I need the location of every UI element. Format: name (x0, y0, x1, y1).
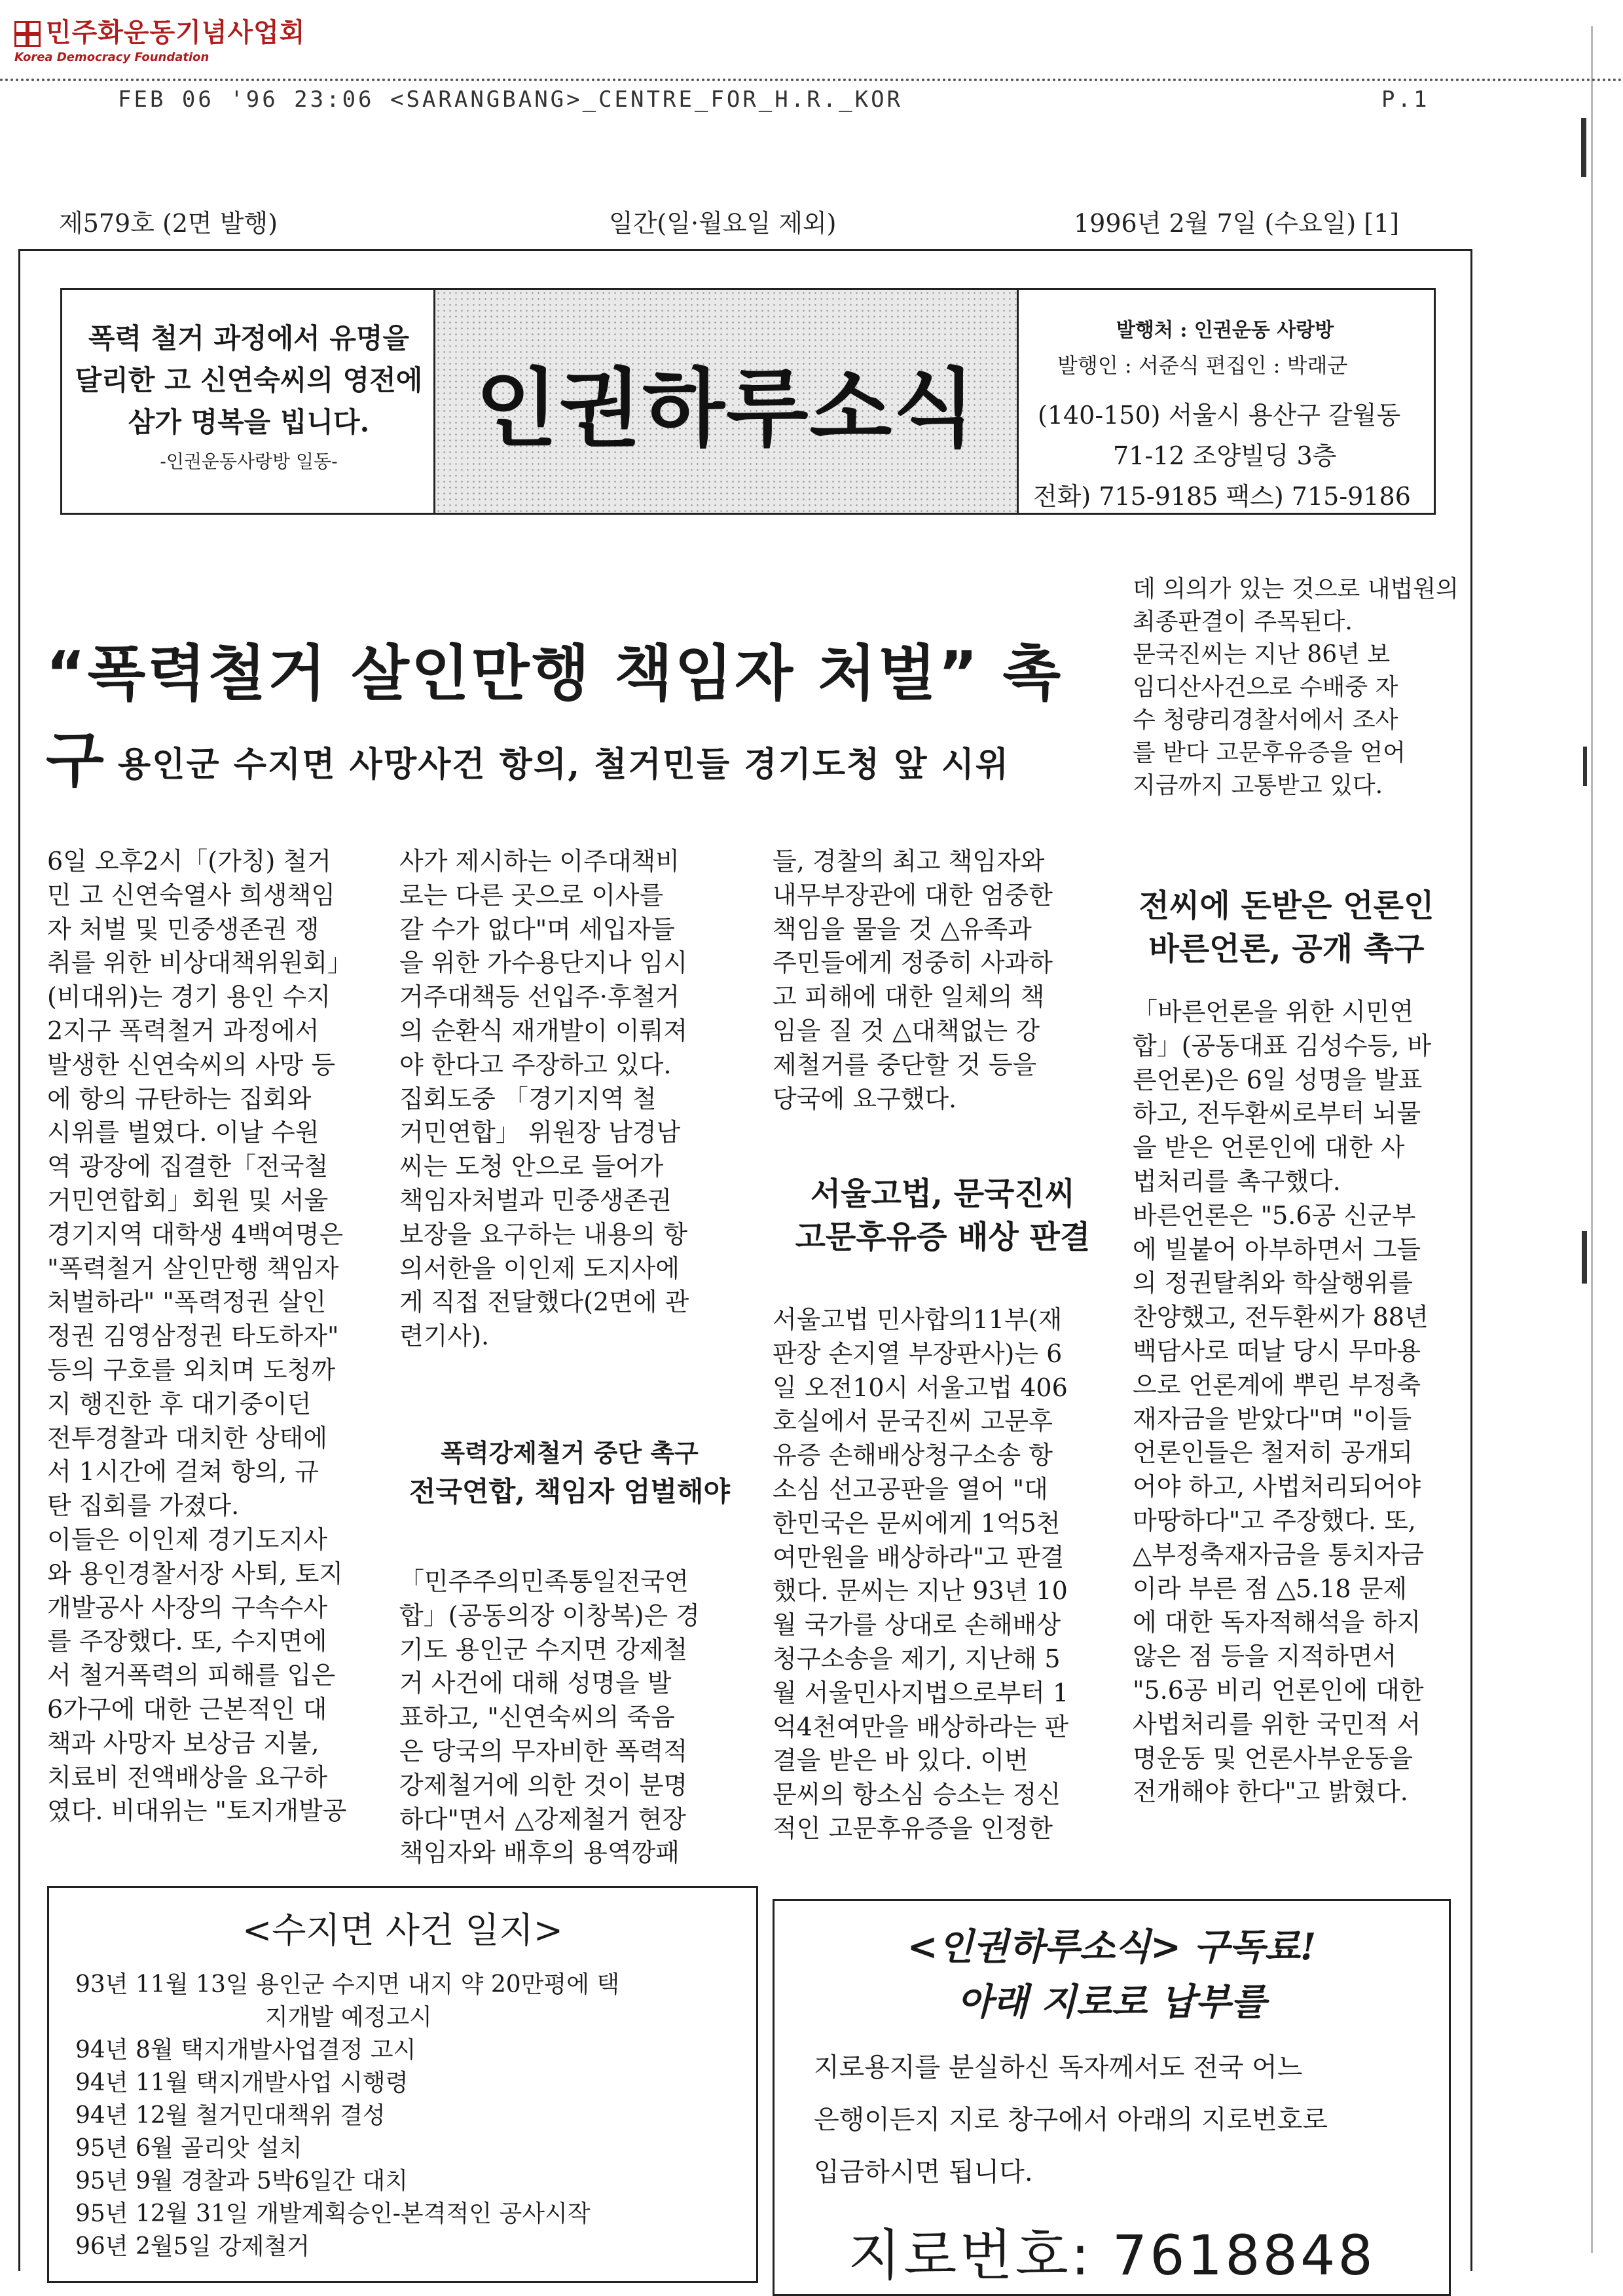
article-heading-line: 폭력강제철거 중단 촉구 (441, 1438, 699, 1468)
text-line: 기도 용인군 수지면 강제철 (399, 1635, 688, 1664)
text-line: 제철거를 중단할 것 등을 (773, 1050, 1037, 1079)
article-heading-line: 전국연합, 책임자 엄벌해야 (409, 1475, 731, 1508)
column-2-article-heading (399, 1434, 740, 1511)
text-line: 을 받은 언론인에 대한 사 (1133, 1133, 1405, 1162)
text-line: 책임자와 배후의 용역깡패 (399, 1838, 680, 1868)
text-line: 갈 수가 없다"며 세입자들 (399, 914, 675, 944)
text-line: 책임을 물을 것 △유족과 (773, 914, 1032, 944)
text-line: 를 주장했다. 또, 수지면에 (47, 1627, 327, 1656)
publisher-contact: 전화) 715-9185 팩스) 715-9186 (1033, 482, 1411, 511)
text-line: 거민연합회」회원 및 서울 (47, 1185, 329, 1215)
column-3 (773, 845, 1053, 1116)
timeline-item: 94년 8월 택지개발사업결정 고시 (75, 2037, 416, 2064)
text-line: 하다"면서 △강제철거 현장 (399, 1804, 686, 1834)
text-line: 임을 질 것 △대책없는 강 (773, 1016, 1040, 1045)
text-line: 씨는 도청 안으로 들어가 (399, 1152, 664, 1181)
text-line: 와 용인경찰서장 사퇴, 토지 (47, 1559, 344, 1588)
text-line: 재자금을 받았다"며 "이들 (1133, 1404, 1412, 1434)
main-headline: “폭력철거 살인만행 책임자 처벌” 촉구 (46, 639, 1063, 795)
text-line: 적인 고문후유증을 인정한 (773, 1813, 1053, 1843)
text-line: 월 국가를 상대로 손해배상 (773, 1610, 1061, 1640)
publisher-people: 발행인 : 서준식 편집인 : 박래군 (1057, 353, 1348, 378)
text-line: 사법처리를 위한 국민적 서 (1133, 1709, 1421, 1739)
scan-edge-mark (1581, 118, 1586, 177)
text-line: 수 청량리경찰서에서 조사 (1133, 707, 1398, 733)
text-line: 결을 받은 바 있다. 이번 (773, 1746, 1029, 1775)
subscription-line: 은행이든지 지로 창구에서 아래의 지로번호로 (814, 2105, 1328, 2135)
text-line: 않은 점 등을 지적하면서 (1133, 1642, 1397, 1671)
text-line: 유증 손해배상청구소송 항 (773, 1441, 1053, 1470)
text-line: 책임자처벌과 민중생존권 (399, 1185, 672, 1215)
text-line: 보장을 요구하는 내용의 항 (399, 1219, 688, 1249)
timeline-item: 95년 6월 골리앗 설치 (75, 2135, 302, 2162)
article-heading-line: 고문후유증 배상 판결 (795, 1219, 1091, 1255)
notice-line: 달리한 고 신연숙씨의 영전에 (75, 364, 423, 396)
notice-signature: -인권운동사랑방 일동- (160, 451, 338, 472)
text-line: 소심 선고공판을 열어 "대 (773, 1474, 1048, 1504)
subscription-line: 지로용지를 분실하신 독자께서도 전국 어느 (814, 2052, 1303, 2083)
text-line: 합」(공동대표 김성수등, 바 (1133, 1031, 1432, 1060)
watermark-org-english: Korea Democracy Foundation (14, 50, 210, 64)
column-1 (47, 845, 352, 1828)
text-line: 백담사로 떠날 당시 무마용 (1133, 1336, 1421, 1365)
text-line: 바른언론은 "5.6공 신군부 (1133, 1200, 1416, 1230)
notice-line: 삼가 명복을 빕니다. (128, 406, 370, 438)
text-line: 판장 손지열 부장판사)는 6 (773, 1339, 1063, 1368)
fax-page-number: P.1 (1381, 86, 1430, 113)
text-line: 이들은 이인제 경기도지사 (47, 1525, 327, 1554)
text-line: 억4천여만을 배상하라는 판 (773, 1712, 1069, 1741)
text-line: 청구소송을 제기, 지난해 5 (773, 1644, 1061, 1673)
text-line: 들, 경찰의 최고 책임자와 (773, 847, 1045, 876)
text-line: 역 광장에 집결한「전국철 (47, 1152, 329, 1181)
issue-number: 제579호 (2면 발행) (59, 209, 278, 238)
column-3-lower (773, 1303, 1068, 1846)
text-line: 내무부장관에 대한 엄중한 (773, 880, 1053, 910)
text-line: 경기지역 대학생 4백여명은 (47, 1219, 344, 1249)
text-line: 처벌하라" "폭력정권 살인 (47, 1287, 327, 1317)
text-line: 데 의의가 있는 것으로 내법원의 (1133, 576, 1459, 602)
fax-header: FEB 06 '96 23:06 <SARANGBANG>_CENTRE_FOR_H.R._KOR (118, 86, 903, 113)
condolence-notice (60, 288, 437, 515)
text-line: 지금까지 고통받고 있다. (1133, 772, 1383, 799)
text-line: 서 철거폭력의 피해를 입은 (47, 1661, 336, 1690)
text-line: 른언론)은 6일 성명을 발표 (1133, 1065, 1423, 1094)
text-line: 한민국은 문씨에게 1억5천 (773, 1508, 1061, 1538)
timeline-title: <수지면 사건 일지> (242, 1910, 563, 1951)
text-line: 게 직접 전달했다(2면에 관 (399, 1287, 689, 1317)
text-line: 마땅하다"고 주장했다. 또, (1133, 1506, 1416, 1535)
subscription-box (773, 1899, 1451, 2296)
text-line: 6일 오후2시「(가칭) 철거 (47, 847, 331, 876)
text-line: 당국에 요구했다. (773, 1084, 957, 1113)
text-line: 표하고, "신연숙씨의 죽음 (399, 1703, 675, 1732)
timeline-item: 95년 9월 경찰과 5박6일간 대치 (75, 2168, 409, 2194)
column-4-article-heading (1133, 884, 1440, 971)
article-heading-line: 서울고법, 문국진씨 (810, 1176, 1076, 1212)
publisher-info (1015, 288, 1436, 515)
watermark-org-ko-text: 민주화운동기념사업회 (46, 18, 306, 48)
scan-edge-mark (1582, 1231, 1587, 1284)
text-line: 등의 구호를 외치며 도청까 (47, 1355, 336, 1384)
text-line: 전개해야 한다"고 밝혔다. (1133, 1777, 1408, 1807)
text-line: 주민들에게 정중히 사과하 (773, 948, 1053, 978)
text-line: 탄 집회를 가졌다. (47, 1491, 240, 1521)
timeline-item: 96년 2월5일 강제철거 (75, 2233, 310, 2260)
fax-divider (0, 79, 1623, 81)
sub-headline: 용인군 수지면 사망사건 항의, 철거민들 경기도청 앞 시위 (118, 745, 1010, 785)
text-line: 의 정권탈취와 학살행위를 (1133, 1268, 1413, 1298)
text-line: 문국진씨는 지난 86년 보 (1133, 641, 1391, 668)
text-line: 거민연합」 위원장 남경남 (399, 1118, 681, 1147)
text-line: 「민주주의민족통일전국연 (399, 1567, 689, 1596)
text-line: 련기사). (399, 1322, 490, 1351)
column-3-article-heading (773, 1172, 1113, 1259)
text-line: 의 순환식 재개발이 이뤄져 (399, 1016, 688, 1045)
text-line: 를 받다 고문후유증을 얻어 (1133, 739, 1406, 766)
text-line: 취를 위한 비상대책위원회」 (47, 948, 352, 978)
text-line: 지 행진한 후 대기중이던 (47, 1389, 312, 1418)
text-line: 정권 김영삼정권 타도하자" (47, 1322, 339, 1351)
text-line: 은 당국의 무자비한 폭력적 (399, 1736, 688, 1766)
text-line: 민 고 신연숙열사 희생책임 (47, 880, 336, 910)
text-line: 합」(공동의장 이창복)은 경 (399, 1601, 700, 1630)
text-line: 서 1시간에 걸쳐 항의, 규 (47, 1457, 319, 1487)
text-line: 월 서울민사지법으로부터 1 (773, 1678, 1069, 1707)
watermark-org-korean (14, 12, 305, 49)
text-line: 책과 사망자 보상금 지불, (47, 1728, 319, 1758)
incident-timeline-box (47, 1886, 758, 2283)
publisher-address-1: (140-150) 서울시 용산구 갈월동 (1038, 401, 1401, 430)
publication-frequency: 일간(일·월요일 제외) (609, 209, 837, 238)
scan-edge-mark (1583, 747, 1587, 786)
text-line: 여만원을 배상하라"고 판결 (773, 1542, 1065, 1572)
text-line: 로는 다른 곳으로 이사를 (399, 880, 664, 910)
text-line: 야 한다고 주장하고 있다. (399, 1050, 672, 1079)
text-line: 이라 부른 점 △5.18 문제 (1133, 1574, 1408, 1603)
text-line: 에 대한 독자적해석을 하지 (1133, 1608, 1421, 1637)
text-line: 했다. 문씨는 지난 93년 10 (773, 1576, 1068, 1606)
timeline-item: 94년 12월 철거민대책위 결성 (75, 2102, 386, 2129)
text-line: "5.6공 비리 언론인에 대한 (1133, 1675, 1424, 1705)
timeline-item: 95년 12월 31일 개발계획승인-본격적인 공사시작 (75, 2200, 591, 2227)
column-4 (1133, 995, 1431, 1809)
text-line: 의서한을 이인제 도지사에 (399, 1253, 680, 1283)
text-line: 법처리를 촉구했다. (1133, 1166, 1341, 1196)
text-line: 2지구 폭력철거 과정에서 (47, 1016, 319, 1045)
subscription-body (775, 2041, 1449, 2198)
foundation-logo-icon (14, 21, 41, 47)
text-line: 6가구에 대한 근본적인 대 (47, 1694, 327, 1724)
text-line: 문씨의 항소심 승소는 정신 (773, 1780, 1061, 1809)
text-line: 일 오전10시 서울고법 406 (773, 1373, 1068, 1402)
foundation-watermark (14, 12, 305, 64)
subscription-subtitle: 아래 지로로 납부를 (957, 1980, 1266, 2024)
text-line: 시위를 벌였다. 이날 수원 (47, 1118, 319, 1147)
timeline-item: 지개발 예정고시 (265, 2004, 432, 2031)
text-line: 치료비 전액배상을 요구하 (47, 1762, 327, 1792)
text-line: (비대위)는 경기 용인 수지 (47, 982, 331, 1012)
subscription-line: 입금하시면 됩니다. (814, 2157, 1033, 2187)
timeline-item: 93년 11월 13일 용인군 수지면 내지 약 20만평에 택 (75, 1971, 620, 1998)
text-line: 서울고법 민사합의11부(재 (773, 1305, 1063, 1334)
text-line: 사가 제시하는 이주대책비 (399, 847, 680, 876)
giro-number: 지로번호: 7618848 (848, 2223, 1376, 2287)
text-line: 「바른언론을 위한 시민연 (1133, 997, 1414, 1026)
text-line: 발생한 신연숙씨의 사망 등 (47, 1050, 336, 1079)
text-line: △부정축재자금을 통치자금 (1133, 1540, 1425, 1569)
text-line: 집회도중 「경기지역 철 (399, 1084, 657, 1113)
text-line: 찬양했고, 전두환씨가 88년 (1133, 1303, 1429, 1332)
article-heading-line: 바른언론, 공개 촉구 (1148, 931, 1425, 967)
text-line: 자 처벌 및 민중생존권 쟁 (47, 914, 319, 944)
column-2 (399, 845, 689, 1354)
timeline-item: 94년 11월 택지개발사업 시행령 (75, 2069, 409, 2096)
scan-edge-mark (1591, 26, 1593, 2253)
text-line: 거주대책등 선입주·후철거 (399, 982, 680, 1012)
text-line: 개발공사 사장의 구속수사 (47, 1593, 327, 1622)
newspaper-title: 인권하루소식 (475, 358, 977, 458)
text-line: 였다. 비대위는 "토지개발공 (47, 1796, 347, 1826)
text-line: 전투경찰과 대치한 상태에 (47, 1423, 327, 1453)
text-line: 거 사건에 대해 성명을 발 (399, 1669, 672, 1698)
column-2-lower (399, 1565, 700, 1870)
text-line: 임디산사건으로 수배중 자 (1133, 674, 1398, 701)
column-4-top (1133, 573, 1459, 802)
text-line: 하고, 전두환씨로부터 뇌물 (1133, 1099, 1421, 1128)
issue-date: 1996년 2월 7일 (수요일) [1] (1074, 209, 1400, 238)
text-line: 최종판결이 주목된다. (1133, 608, 1353, 635)
text-line: 을 위한 가수용단지나 임시 (399, 948, 688, 978)
article-heading-line: 전씨에 돈받은 언론인 (1139, 887, 1434, 924)
text-line: 강제철거에 의한 것이 분명 (399, 1770, 688, 1800)
text-line: 호실에서 문국진씨 고문후 (773, 1407, 1053, 1436)
publisher-address-2: 71-12 조양빌딩 3층 (1113, 441, 1337, 470)
text-line: 에 빌붙어 아부하면서 그들 (1133, 1234, 1421, 1264)
publisher-issuer: 발행처 : 인권운동 사랑방 (1116, 319, 1334, 342)
newspaper-title-box (433, 288, 1019, 515)
text-line: 에 항의 규탄하는 집회와 (47, 1084, 312, 1113)
text-line: 으로 언론계에 뿌린 부정축 (1133, 1370, 1421, 1399)
text-line: 어야 하고, 사법처리되어야 (1133, 1472, 1421, 1502)
subscription-title: <인권하루소식> 구독료! (907, 1925, 1317, 1969)
text-line: 언론인들은 철저히 공개되 (1133, 1438, 1413, 1468)
text-line: 고 피해에 대한 일체의 책 (773, 982, 1045, 1012)
notice-line: 폭력 철거 과정에서 유명을 (88, 322, 410, 354)
text-line: 명운동 및 언론사부운동을 (1133, 1743, 1413, 1773)
text-line: "폭력철거 살인만행 책임자 (47, 1253, 339, 1283)
